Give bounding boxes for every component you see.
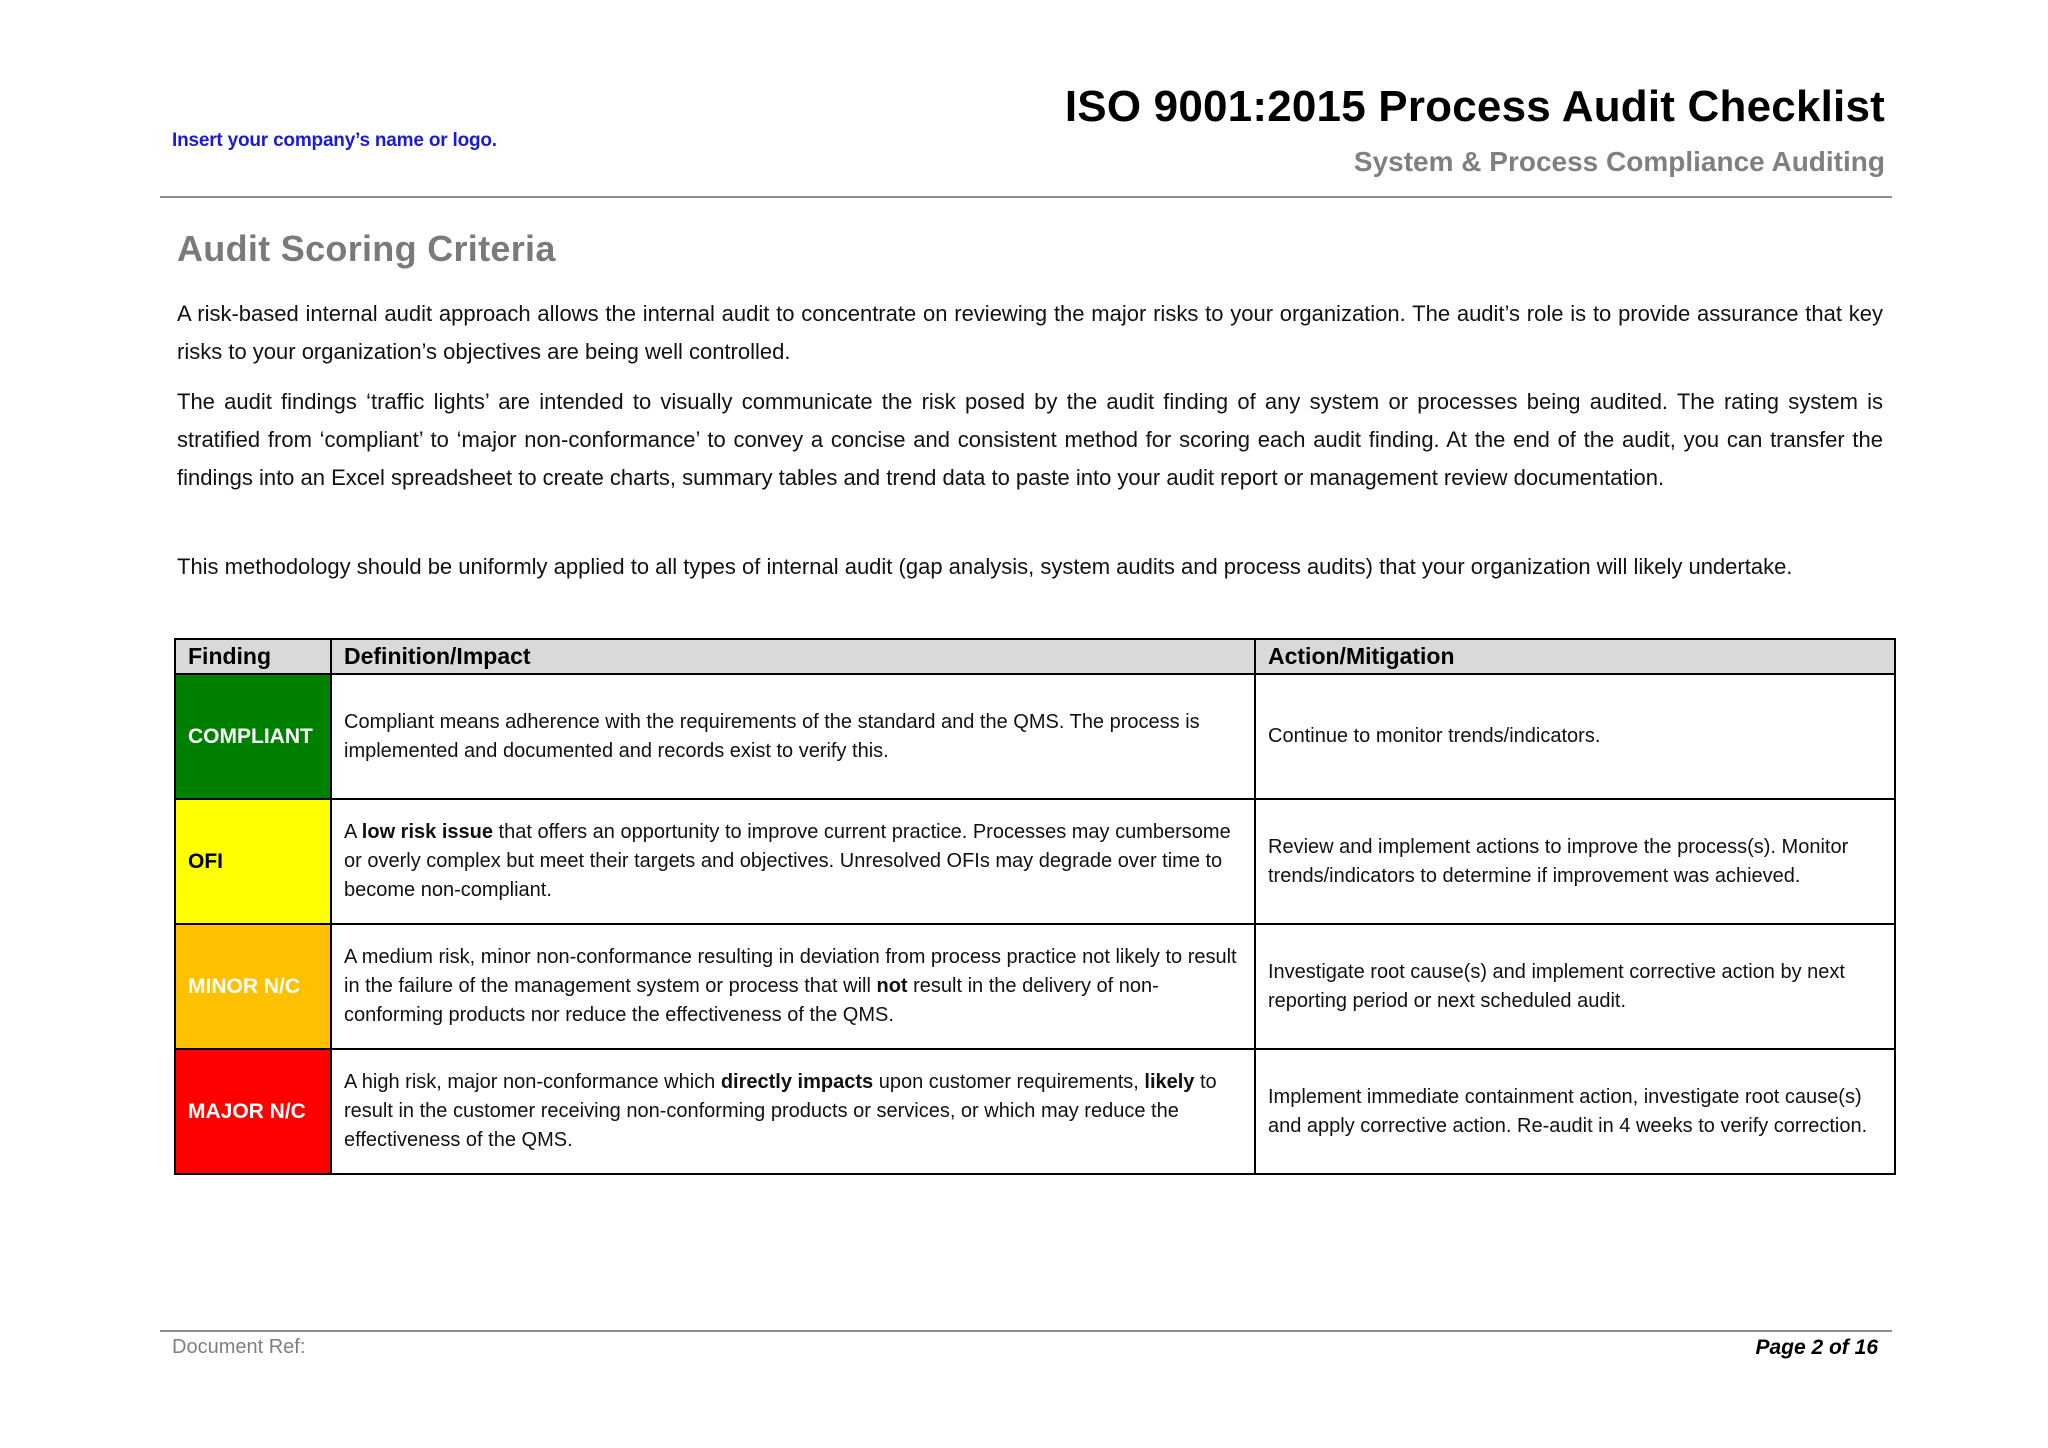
header-action: Action/Mitigation bbox=[1255, 639, 1895, 674]
definition-emphasis: directly impacts bbox=[720, 1071, 874, 1093]
company-name-placeholder: Insert your company’s name or logo. bbox=[172, 130, 497, 151]
scoring-criteria-table bbox=[174, 638, 1896, 1175]
definition-text: that offers an opportunity to improve current practice. Processes may cumbersome or overly complex but meet their targets and objectives. Unresolved OFIs may degrade over time to become non-compliant. bbox=[344, 821, 1231, 901]
intro-paragraph-2: The audit findings ‘traffic lights’ are intended to visually communicate the risk posed by the audit finding of any system or processes being audited. The rating system is stratified from ‘compliant’ to ‘major non-conformance’ to convey a concise and consistent method for scoring each audit finding. At the end of the audit, you can transfer the findings into an Excel spreadsheet to create charts, summary tables and trend data to paste into your audit report or management review documentation. bbox=[177, 389, 1883, 490]
definition-text: A bbox=[344, 821, 362, 843]
definition-text: A medium risk, minor non-conformance resulting in deviation from process practice not likely to result in the failure of the management system or process that will bbox=[344, 946, 1237, 997]
section-title: Audit Scoring Criteria bbox=[177, 228, 556, 269]
finding-ofi: OFI bbox=[175, 799, 331, 924]
definition-emphasis: not bbox=[876, 975, 908, 997]
definition-text: upon customer requirements, bbox=[873, 1071, 1145, 1093]
finding-compliant: COMPLIANT bbox=[175, 674, 331, 799]
table-row-major-nc bbox=[175, 1049, 1895, 1174]
finding-major-nc: MAJOR N/C bbox=[175, 1049, 331, 1174]
document-subtitle: System & Process Compliance Auditing bbox=[1353, 146, 1885, 177]
table-row-compliant bbox=[175, 674, 1895, 799]
definition-text: to result in the customer receiving non-conforming products or services, or which may reduce the effectiveness of the QMS. bbox=[344, 1071, 1217, 1151]
document-title: ISO 9001:2015 Process Audit Checklist bbox=[1064, 82, 1885, 131]
page-number: Page 2 of 16 bbox=[1755, 1336, 1878, 1359]
definition-emphasis: low risk issue bbox=[361, 821, 493, 843]
definition-minor-nc bbox=[331, 924, 1255, 1049]
header-divider bbox=[160, 196, 1892, 198]
action-compliant: Continue to monitor trends/indicators. bbox=[1255, 674, 1895, 799]
intro-paragraph-1: A risk-based internal audit approach allows the internal audit to concentrate on reviewing the major risks to your organization. The audit’s role is to provide assurance that key risks to your organization’s objectives are being well controlled. bbox=[177, 301, 1883, 364]
definition-text: A high risk, major non-conformance which bbox=[344, 1071, 721, 1093]
header-definition: Definition/Impact bbox=[331, 639, 1255, 674]
definition-emphasis: likely bbox=[1144, 1071, 1195, 1093]
definition-text: result in the delivery of non-conforming products nor reduce the effectiveness of the QMS. bbox=[344, 975, 1159, 1026]
table-header-row bbox=[175, 639, 1895, 674]
table-row-ofi bbox=[175, 799, 1895, 924]
footer-divider bbox=[160, 1330, 1892, 1332]
definition-ofi bbox=[331, 799, 1255, 924]
definition-major-nc bbox=[331, 1049, 1255, 1174]
intro-paragraph-3: This methodology should be uniformly applied to all types of internal audit (gap analysis, system audits and process audits) that your organization will likely undertake. bbox=[177, 554, 1793, 579]
action-minor-nc: Investigate root cause(s) and implement corrective action by next reporting period or next scheduled audit. bbox=[1255, 924, 1895, 1049]
definition-text: Compliant means adherence with the requirements of the standard and the QMS. The process is implemented and documented and records exist to verify this. bbox=[344, 710, 1200, 762]
action-major-nc: Implement immediate containment action, investigate root cause(s) and apply corrective action. Re-audit in 4 weeks to verify correction. bbox=[1255, 1049, 1895, 1174]
header-finding: Finding bbox=[175, 639, 331, 674]
document-reference: Document Ref: bbox=[172, 1336, 306, 1358]
finding-minor-nc: MINOR N/C bbox=[175, 924, 331, 1049]
definition-compliant bbox=[331, 674, 1255, 799]
action-ofi: Review and implement actions to improve the process(s). Monitor trends/indicators to determine if improvement was achieved. bbox=[1255, 799, 1895, 924]
table-row-minor-nc bbox=[175, 924, 1895, 1049]
